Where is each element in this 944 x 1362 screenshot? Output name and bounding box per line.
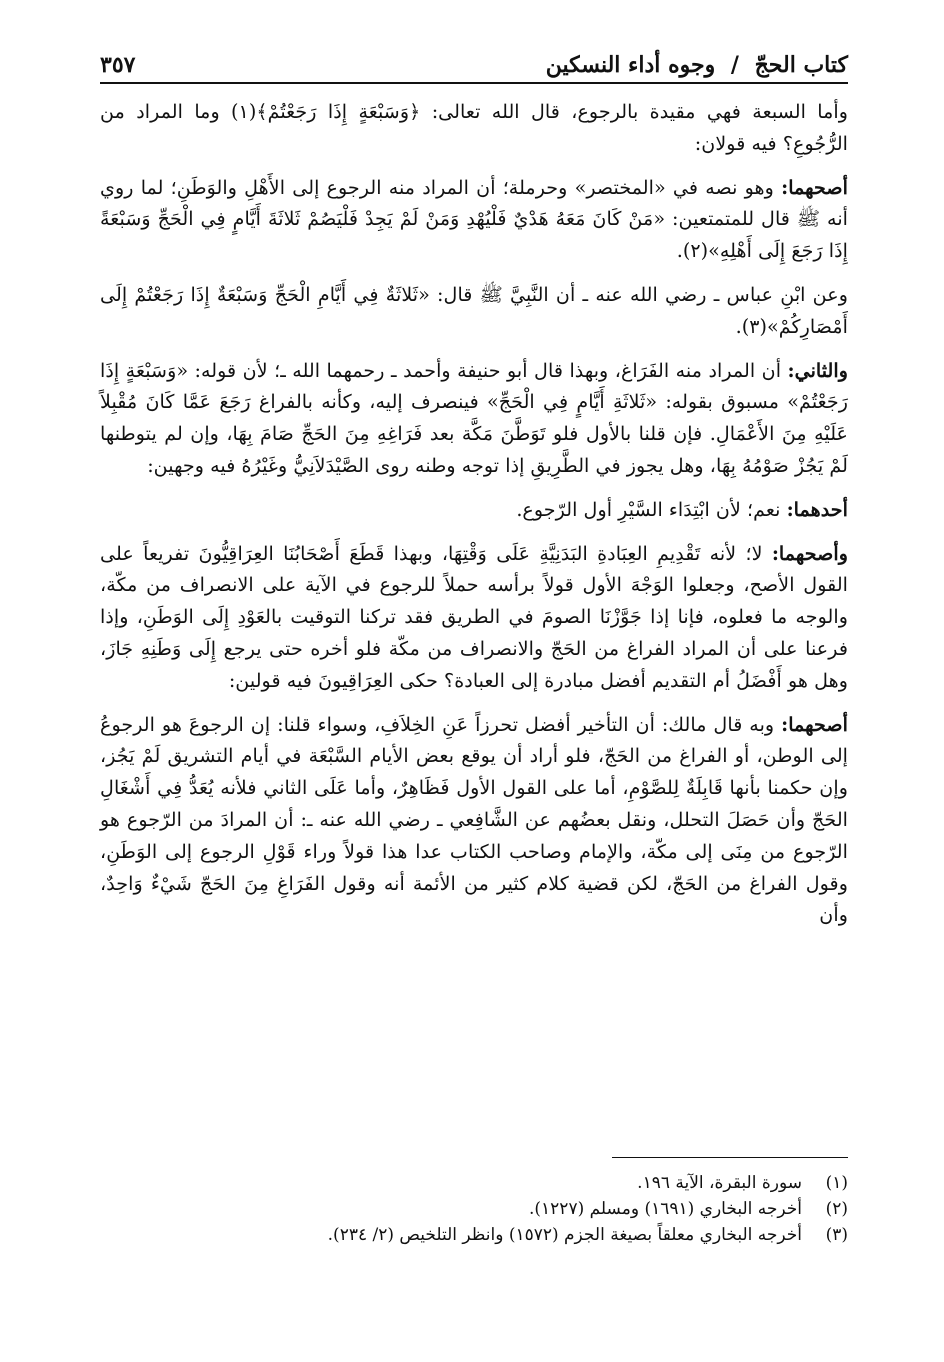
book-title: كتاب الحجّ xyxy=(754,52,848,78)
paragraph-text: وأما السبعة فهي مقيدة بالرجوع، قال الله تعالى: ﴿وَسَبْعَةٍ إِذَا رَجَعْتُمْ﴾(١) وما المراد من الرُّجُوعِ؟ فيه قولان: xyxy=(100,100,848,155)
header-title xyxy=(546,52,848,78)
footnote-text: سورة البقرة، الآية ١٩٦. xyxy=(637,1173,802,1193)
paragraph-text: نعم؛ لأن ابْتِدَاء السَّيْرِ أول الرّجوع. xyxy=(516,497,787,521)
paragraph-lead: أحدهما: xyxy=(786,497,848,521)
footnotes xyxy=(100,1170,848,1248)
header-separator: / xyxy=(730,52,739,78)
footnote-divider xyxy=(612,1157,848,1158)
paragraph-text: وهو نصه في «المختصر» وحرملة؛ أن المراد منه الرجوع إلى الأَهْلِ والوَطَنِ؛ لما روي أنه ﷺ قال للمتمتعين: «مَنْ كَانَ مَعَهُ هَدْيٌ فَلْيُهْدِ وَمَنْ لَمْ يَجِدْ فَلْيَصُمْ ثَلاثَةَ أَيَّامٍ فِي الْحَجِّ وَسَبْعَةً إِذَا رَجَعَ إِلَى أَهْلِهِ»(٢). xyxy=(100,175,848,263)
header-divider xyxy=(100,82,848,84)
paragraph xyxy=(100,96,848,160)
paragraph-text: وعن ابْنِ عباس ـ رضي الله عنه ـ أن النَّبِيَّ ﷺ قال: «ثَلاثَةٌ فِي أَيَّامِ الْحَجِّ وَسَبْعَةٌ إِذَا رَجَعْتُمْ إِلَى أَمْصَارِكُمْ»(٣). xyxy=(100,282,848,338)
main-text xyxy=(100,96,848,943)
footnote-number: (٢) xyxy=(825,1199,848,1219)
footnote-number: (٣) xyxy=(825,1225,848,1245)
paragraph-lead: والثاني: xyxy=(787,358,848,382)
paragraph-lead: أصحهما: xyxy=(781,712,848,736)
page-number: ٣٥٧ xyxy=(100,52,136,78)
running-header xyxy=(100,38,848,78)
paragraph-lead: وأصحهما: xyxy=(771,541,848,565)
paragraph xyxy=(100,172,848,267)
chapter-title: وجوه أداء النسكين xyxy=(545,52,716,78)
footnote xyxy=(100,1170,848,1196)
footnote xyxy=(100,1196,848,1222)
paragraph xyxy=(100,538,848,697)
paragraph-text: أن المراد منه الفَرَاغ، وبهذا قال أبو حنيفة وأحمد ـ رحمهما الله ـ؛ لأن قوله: «وَسَبْعَةٍ إِذَا رَجَعْتُمْ» مسبوق بقوله: «ثَلاثَةِ أَيَّامٍ فِي الْحَجِّ» فينصرف إليه، وكأنه بالفراغ رَجَعَ عَمَّا كَانَ مُقْبِلاً عَلَيْهِ مِنَ الأَعْمَالِ. فإن قلنا بالأول فلو تَوَطَّنَ مَكَّة بعد فَرَاغِهِ مِنَ الحَجِّ صَامَ بِهَا، وإن لم يتوطنها لَمْ يَجُزْ صَوْمُهُ بِهَا، وهل يجوز في الطَّرِيقِ إذا توجه وطنه روى الصَّيْدَلاَنِيُّ وغَيْرُهُ فيه وجهين: xyxy=(100,358,848,477)
paragraph xyxy=(100,494,848,526)
footnote-text: أخرجه البخاري معلقاً بصيغة الجزم (١٥٧٢) وانظر التلخيص (٢/ ٢٣٤). xyxy=(327,1225,802,1245)
paragraph-lead: أصحهما: xyxy=(781,175,848,199)
footnote xyxy=(100,1222,848,1248)
paragraph xyxy=(100,355,848,482)
footnote-text: أخرجه البخاري (١٦٩١) ومسلم (١٢٢٧). xyxy=(529,1199,802,1219)
paragraph-text: لا؛ لأنه تَقْدِيمِ العِبَادةِ البَدَنِيَّةِ عَلَى وَقْتِهَا، وبهذا قَطَعَ أَصْحَابُنَا العِرَاقِيُّونَ تفريعاً على القول الأصح، وجعلوا الوَجْهَ الأول قولاً برأسه حملاً للرجوع في الآية على الانصراف من مكّة، والوجه ما فعلوه، فإنا إذا جَوَّزْنَا الصومَ في الطريق فقد تركنا التوقيت بالعَوْدِ إِلَى الوَطَنِ، وإذا فرعنا على أن المراد الفراغ من الحَجّ والانصراف من مكّة فلو أخره حتى يرجع إِلَى وَطَنِهِ جَازَ، وهل هو أَفْضَلُ أم التقديم أفضل مبادرة إلى العبادة؟ حكى العِرَاقِيونَ فيه قولين: xyxy=(100,541,848,692)
paragraph-text: وبه قال مالك: أن التأخير أفضل تحرزاً عَنِ الخِلاَفِ، وسواء قلنا: إن الرجوعَ هو الرجوعُ إلى الوطن، أو الفراغ من الحَجّ، فلو أراد أن يوقع بعض الأيام السَّبْعَة في أيام التشريق لَمْ يَجُز، وإن حكمنا بأنها قَابِلَةٌ لِلصَّوْمِ، أما على القول الأول فَظَاهِرٌ، وأما عَلَى الثاني فلأنه يُعَدُّ فِي أَشْغَالِ الحَجّ وأن حَصَلَ التحلل، ونقل بعضُهم عن الشَّافِعي ـ رضي الله عنه ـ: أن المرادَ من الرّجوع هو الرّجوع من مِنَى إلى مكّة، والإمام وصاحب الكتاب عدا هذا قولاً وراء قَوْلِ الرجوع إلى الوَطَنِ، وقول الفراغ من الحَجّ، لكن قضية كلام كثير من الأئمة أنه وقول الفَرَاغِ مِنَ الحَجّ شَيْءٌ وَاحِدٌ، وأن xyxy=(100,712,848,927)
footnote-number: (١) xyxy=(825,1173,848,1193)
paragraph xyxy=(100,709,848,932)
paragraph xyxy=(100,279,848,343)
